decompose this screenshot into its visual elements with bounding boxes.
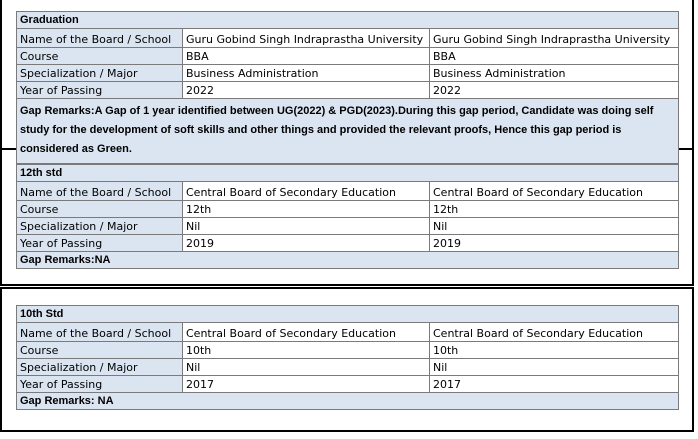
table-row	[17, 342, 679, 359]
row-value: Central Board of Secondary Education	[183, 182, 430, 201]
table-row	[17, 323, 679, 342]
row-label: Year of Passing	[17, 82, 183, 99]
row-label: Name of the Board / School	[17, 29, 183, 48]
gap-remarks: Gap Remarks:NA	[17, 252, 679, 269]
row-label: Name of the Board / School	[17, 323, 183, 342]
table-row	[17, 359, 679, 376]
10th-std-table	[16, 305, 679, 410]
table-row	[17, 65, 679, 82]
row-value: BBA	[430, 48, 679, 65]
table-row	[17, 218, 679, 235]
table-row	[17, 82, 679, 99]
row-label: Course	[17, 201, 183, 218]
row-value: Nil	[430, 359, 679, 376]
row-value: 2019	[183, 235, 430, 252]
row-label: Specialization / Major	[17, 359, 183, 376]
gap-remarks: Gap Remarks: NA	[17, 393, 679, 410]
table-row	[17, 376, 679, 393]
table-row	[17, 48, 679, 65]
row-value: 12th	[430, 201, 679, 218]
section-title: 10th Std	[17, 306, 679, 323]
row-value: 2019	[430, 235, 679, 252]
row-value: 10th	[183, 342, 430, 359]
gap-remarks: Gap Remarks:A Gap of 1 year identified between UG(2022) & PGD(2023).During this gap period, Candidate was doing self study for the development of soft skills and other things and provided the relevant proofs, Hence this gap period is considered as Green.	[17, 99, 679, 164]
row-value: Guru Gobind Singh Indraprastha University	[183, 29, 430, 48]
row-value: 2017	[430, 376, 679, 393]
row-label: Course	[17, 342, 183, 359]
row-value: BBA	[183, 48, 430, 65]
row-label: Course	[17, 48, 183, 65]
graduation-table	[16, 11, 679, 164]
row-value: Nil	[183, 218, 430, 235]
table-row	[17, 29, 679, 48]
table-row	[17, 235, 679, 252]
row-label: Year of Passing	[17, 235, 183, 252]
12th-std-table	[16, 164, 679, 269]
row-value: 12th	[183, 201, 430, 218]
row-label: Name of the Board / School	[17, 182, 183, 201]
row-value: Central Board of Secondary Education	[430, 323, 679, 342]
section-title: Graduation	[17, 12, 679, 29]
row-value: Business Administration	[183, 65, 430, 82]
row-value: Guru Gobind Singh Indraprastha University	[430, 29, 679, 48]
row-value: Central Board of Secondary Education	[183, 323, 430, 342]
row-label: Specialization / Major	[17, 218, 183, 235]
row-label: Specialization / Major	[17, 65, 183, 82]
row-value: 2022	[183, 82, 430, 99]
table-row	[17, 182, 679, 201]
table-row	[17, 201, 679, 218]
row-value: 10th	[430, 342, 679, 359]
row-value: 2022	[430, 82, 679, 99]
row-label: Year of Passing	[17, 376, 183, 393]
row-value: 2017	[183, 376, 430, 393]
row-value: Business Administration	[430, 65, 679, 82]
row-value: Nil	[183, 359, 430, 376]
row-value: Nil	[430, 218, 679, 235]
section-title: 12th std	[17, 165, 679, 182]
row-value: Central Board of Secondary Education	[430, 182, 679, 201]
